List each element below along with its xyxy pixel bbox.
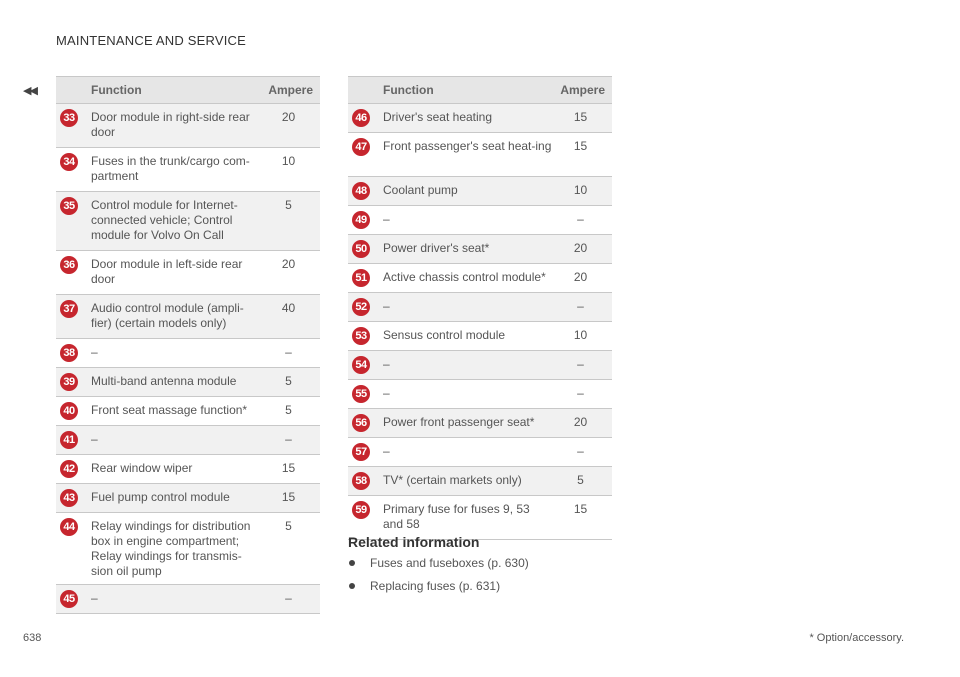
fuse-function: Door module in right-side rear door <box>91 104 267 148</box>
table-row <box>56 295 320 339</box>
fuse-ampere: 40 <box>267 295 320 339</box>
fuse-ampere: 20 <box>559 264 612 293</box>
fuse-function: Primary fuse for fuses 9, 53 and 58 <box>383 496 559 540</box>
fuse-number-badge: 48 <box>352 182 370 200</box>
fuse-ampere: 20 <box>267 251 320 295</box>
bullet-icon <box>349 560 355 566</box>
related-link[interactable]: Replacing fuses (p. 631) <box>348 579 612 602</box>
fuse-number-badge: 51 <box>352 269 370 287</box>
fuse-ampere: – <box>559 206 612 235</box>
fuse-ampere: 15 <box>559 133 612 177</box>
table-row <box>348 293 612 322</box>
footnote: * Option/accessory. <box>809 632 904 644</box>
fuse-function: – <box>91 426 267 455</box>
fuse-number-badge: 36 <box>60 256 78 274</box>
fuse-number-badge: 50 <box>352 240 370 258</box>
fuse-function: Fuses in the trunk/cargo com-partment <box>91 148 267 192</box>
fuse-ampere: 15 <box>559 496 612 540</box>
fuse-function: Fuel pump control module <box>91 484 267 513</box>
table-row <box>348 380 612 409</box>
fuse-number-badge: 54 <box>352 356 370 374</box>
table-row <box>56 397 320 426</box>
fuse-ampere: 5 <box>267 368 320 397</box>
table-row <box>348 177 612 206</box>
fuse-function: – <box>91 585 267 614</box>
fuse-function: Multi-band antenna module <box>91 368 267 397</box>
fuse-ampere: 10 <box>559 322 612 351</box>
fuse-function: TV* (certain markets only) <box>383 467 559 496</box>
fuse-function: Rear window wiper <box>91 455 267 484</box>
fuse-table-left <box>56 76 320 614</box>
fuse-function: Front passenger's seat heat-ing <box>383 133 559 177</box>
fuse-ampere: 15 <box>559 104 612 133</box>
fuse-number-badge: 39 <box>60 373 78 391</box>
fuse-number-badge: 46 <box>352 109 370 127</box>
fuse-number-badge: 34 <box>60 153 78 171</box>
fuse-function: Front seat massage function* <box>91 397 267 426</box>
fuse-function: Sensus control module <box>383 322 559 351</box>
table-row <box>348 467 612 496</box>
fuse-ampere: 5 <box>267 513 320 585</box>
fuse-function: Audio control module (ampli-fier) (certain models only) <box>91 295 267 339</box>
related-title: Related information <box>348 534 480 550</box>
table-row <box>348 409 612 438</box>
fuse-ampere: – <box>559 380 612 409</box>
fuse-number-badge: 59 <box>352 501 370 519</box>
fuse-number-badge: 43 <box>60 489 78 507</box>
fuse-ampere: 10 <box>267 148 320 192</box>
fuse-function: Active chassis control module* <box>383 264 559 293</box>
table-row <box>348 235 612 264</box>
fuse-ampere: 15 <box>267 455 320 484</box>
table-row <box>348 133 612 177</box>
fuse-ampere: – <box>267 339 320 368</box>
fuse-number-badge: 40 <box>60 402 78 420</box>
fuse-function: – <box>383 438 559 467</box>
table-row <box>348 496 612 540</box>
fuse-number-badge: 52 <box>352 298 370 316</box>
fuse-ampere: 5 <box>267 192 320 251</box>
fuse-ampere: – <box>267 585 320 614</box>
fuse-number-badge: 44 <box>60 518 78 536</box>
fuse-number-badge: 53 <box>352 327 370 345</box>
related-link[interactable]: Fuses and fuseboxes (p. 630) <box>348 556 612 579</box>
fuse-function: Door module in left-side rear door <box>91 251 267 295</box>
bullet-icon <box>349 583 355 589</box>
related-information <box>348 534 612 602</box>
fuse-ampere: 10 <box>559 177 612 206</box>
fuse-function: – <box>383 293 559 322</box>
fuse-number-badge: 37 <box>60 300 78 318</box>
column-header-ampere: Ampere <box>559 77 612 104</box>
fuse-number-badge: 42 <box>60 460 78 478</box>
section-title: MAINTENANCE AND SERVICE <box>56 33 247 48</box>
fuse-function: Relay windings for distribution box in engine compartment; Relay windings for transmis-sion oil pump <box>91 513 267 585</box>
column-header-function: Function <box>56 77 267 104</box>
fuse-ampere: 20 <box>559 235 612 264</box>
page-number: 638 <box>23 632 42 644</box>
fuse-ampere: 20 <box>559 409 612 438</box>
back-arrows-icon[interactable]: ◀◀ <box>23 85 36 97</box>
fuse-number-badge: 33 <box>60 109 78 127</box>
fuse-function: Power front passenger seat* <box>383 409 559 438</box>
fuse-function: – <box>383 380 559 409</box>
fuse-number-badge: 35 <box>60 197 78 215</box>
table-row <box>56 251 320 295</box>
fuse-function: – <box>383 206 559 235</box>
fuse-ampere: 5 <box>559 467 612 496</box>
fuse-function: – <box>383 351 559 380</box>
table-row <box>56 368 320 397</box>
table-row <box>348 438 612 467</box>
table-row <box>56 513 320 585</box>
fuse-function: – <box>91 339 267 368</box>
fuse-function: Coolant pump <box>383 177 559 206</box>
table-row <box>348 351 612 380</box>
fuse-number-badge: 45 <box>60 590 78 608</box>
fuse-ampere: – <box>267 426 320 455</box>
table-row <box>56 104 320 148</box>
table-row <box>56 455 320 484</box>
table-row <box>348 322 612 351</box>
fuse-number-badge: 57 <box>352 443 370 461</box>
fuse-number-badge: 47 <box>352 138 370 156</box>
table-row <box>56 339 320 368</box>
fuse-number-badge: 38 <box>60 344 78 362</box>
fuse-number-badge: 56 <box>352 414 370 432</box>
fuse-ampere: – <box>559 293 612 322</box>
fuse-ampere: 20 <box>267 104 320 148</box>
fuse-number-badge: 58 <box>352 472 370 490</box>
table-row <box>348 264 612 293</box>
fuse-ampere: – <box>559 438 612 467</box>
fuse-ampere: 15 <box>267 484 320 513</box>
fuse-number-badge: 41 <box>60 431 78 449</box>
table-row <box>56 148 320 192</box>
table-row <box>56 585 320 614</box>
table-row <box>56 192 320 251</box>
table-row <box>56 426 320 455</box>
column-header-ampere: Ampere <box>267 77 320 104</box>
fuse-ampere: – <box>559 351 612 380</box>
table-row <box>56 484 320 513</box>
table-row <box>348 206 612 235</box>
fuse-number-badge: 49 <box>352 211 370 229</box>
table-row <box>348 104 612 133</box>
fuse-table-right <box>348 76 612 540</box>
fuse-ampere: 5 <box>267 397 320 426</box>
fuse-function: Control module for Internet-connected vehicle; Control module for Volvo On Call <box>91 192 267 251</box>
fuse-number-badge: 55 <box>352 385 370 403</box>
fuse-function: Driver's seat heating <box>383 104 559 133</box>
fuse-function: Power driver's seat* <box>383 235 559 264</box>
column-header-function: Function <box>348 77 559 104</box>
